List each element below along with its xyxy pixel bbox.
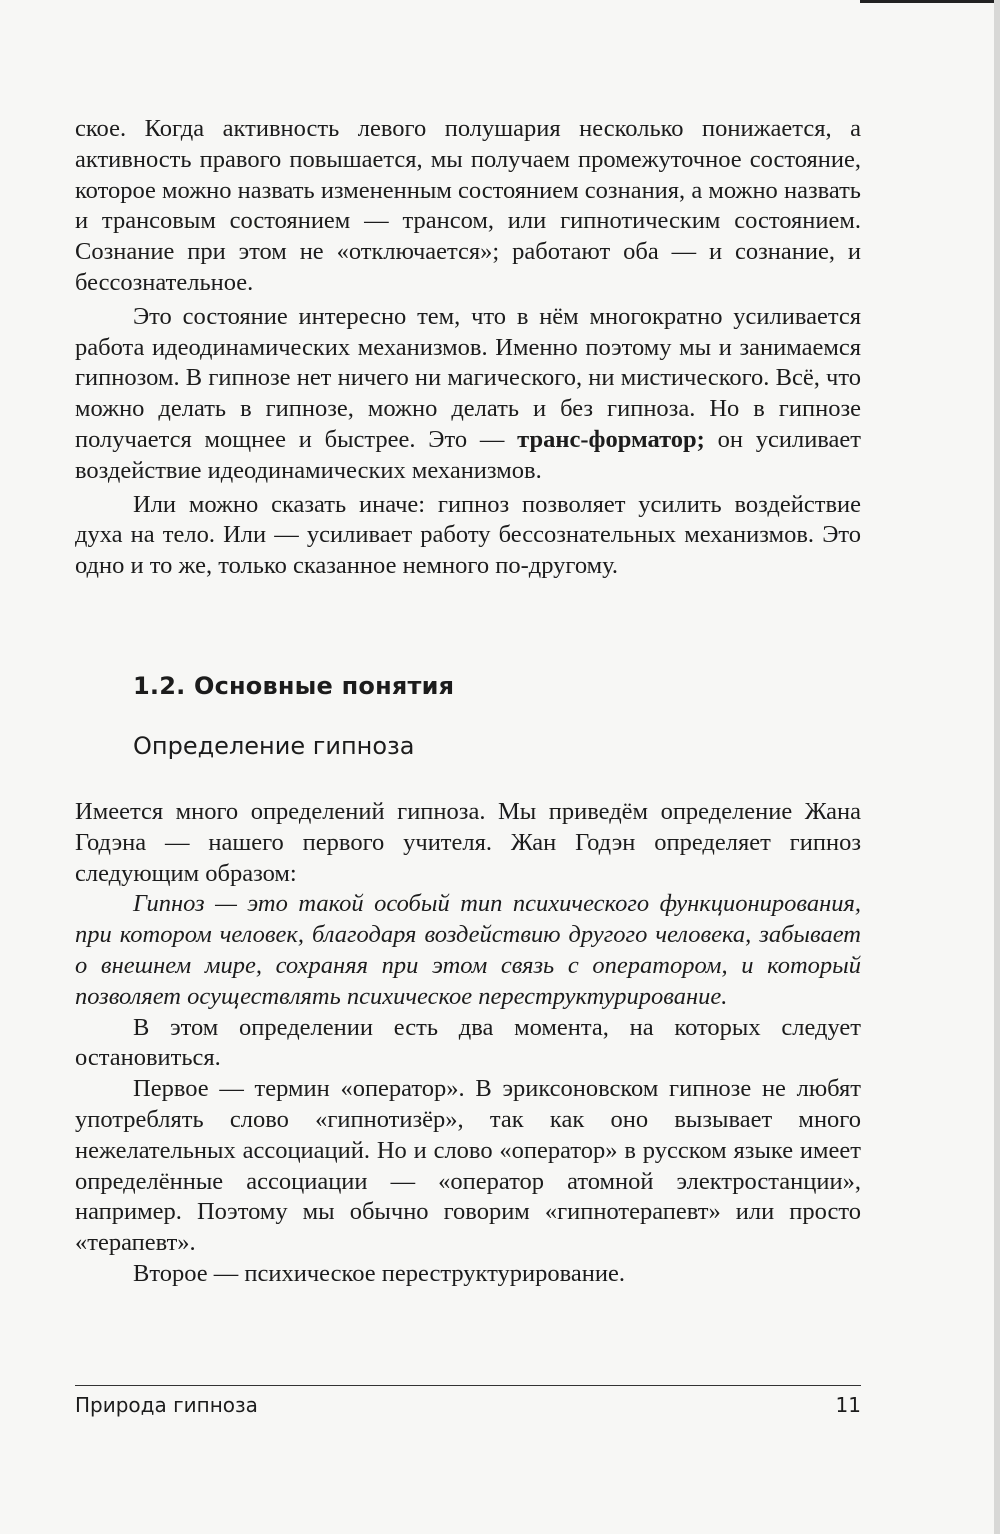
sub-heading: Определение гипноза [133, 732, 415, 760]
paragraph-7: Второе — психическое переструктурирование. [133, 1259, 625, 1287]
paragraph-1: ское. Когда активность левого полушария несколько понижается, а активность правого повышается, мы получаем промежуточное состояние, которое можно назвать измененным состоянием сознания, а можно назвать и трансовым состоянием — трансом, или гипнотическим состоянием. Сознание при этом не «отключается»; работают оба — и сознание, и бессознательное. [75, 115, 861, 296]
paragraph-2 [75, 302, 861, 487]
paragraph-3: Или можно сказать иначе: гипноз позволяет усилить воздействие духа на тело. Или — усиливает работу бессознательных механизмов. Это одно и то же, только сказанное немного по-другому. [75, 490, 861, 580]
body-text-bottom [75, 797, 861, 1290]
footer-divider [75, 1385, 861, 1386]
top-edge-rule [860, 0, 1000, 3]
page-edge-shadow [994, 0, 1000, 1534]
paragraph-2-tail: он усиливает воздействие идеодинамических механизмов. [75, 425, 862, 484]
hypnosis-definition: Гипноз — это такой особый тип психического функционирования, при котором человек, благодаря воздействию другого человека, забывает о внешнем мире, сохраняя при этом связь с оператором, и который позволяет осуществлять психическое переструктурирование. [75, 890, 861, 1010]
transformer-term: транс-форматор; [517, 425, 705, 453]
body-text-top [75, 114, 861, 582]
running-footer-title: Природа гипноза [75, 1393, 258, 1417]
page-number: 11 [835, 1393, 861, 1417]
paragraph-5: В этом определении есть два момента, на которых следует остановиться. [75, 1013, 861, 1072]
paragraph-2-text: Это состояние интересно тем, что в нём многократно усиливается работа идеодинамических механизмов. Именно поэтому мы и занимаемся гипнозом. В гипнозе нет ничего ни магического, ни мистического. Всё, что можно делать в гипнозе, можно делать и без гипноза. Но в гипнозе получается мощнее и быстрее. Это — [75, 302, 861, 453]
paragraph-6: Первое — термин «оператор». В эриксоновском гипнозе не любят употреблять слово «гипнотизёр», так как оно вызывает много нежелательных ассоциаций. Но и слово «оператор» в русском языке имеет определённые ассоциации — «оператор атомной электростанции», например. Поэтому мы обычно говорим «гипнотерапевт» или просто «терапевт». [75, 1075, 861, 1257]
paragraph-4: Имеется много определений гипноза. Мы приведём определение Жана Годэна — нашего первого учителя. Жан Годэн определяет гипноз следующим образом: [75, 798, 861, 887]
section-heading: 1.2. Основные понятия [133, 672, 455, 700]
